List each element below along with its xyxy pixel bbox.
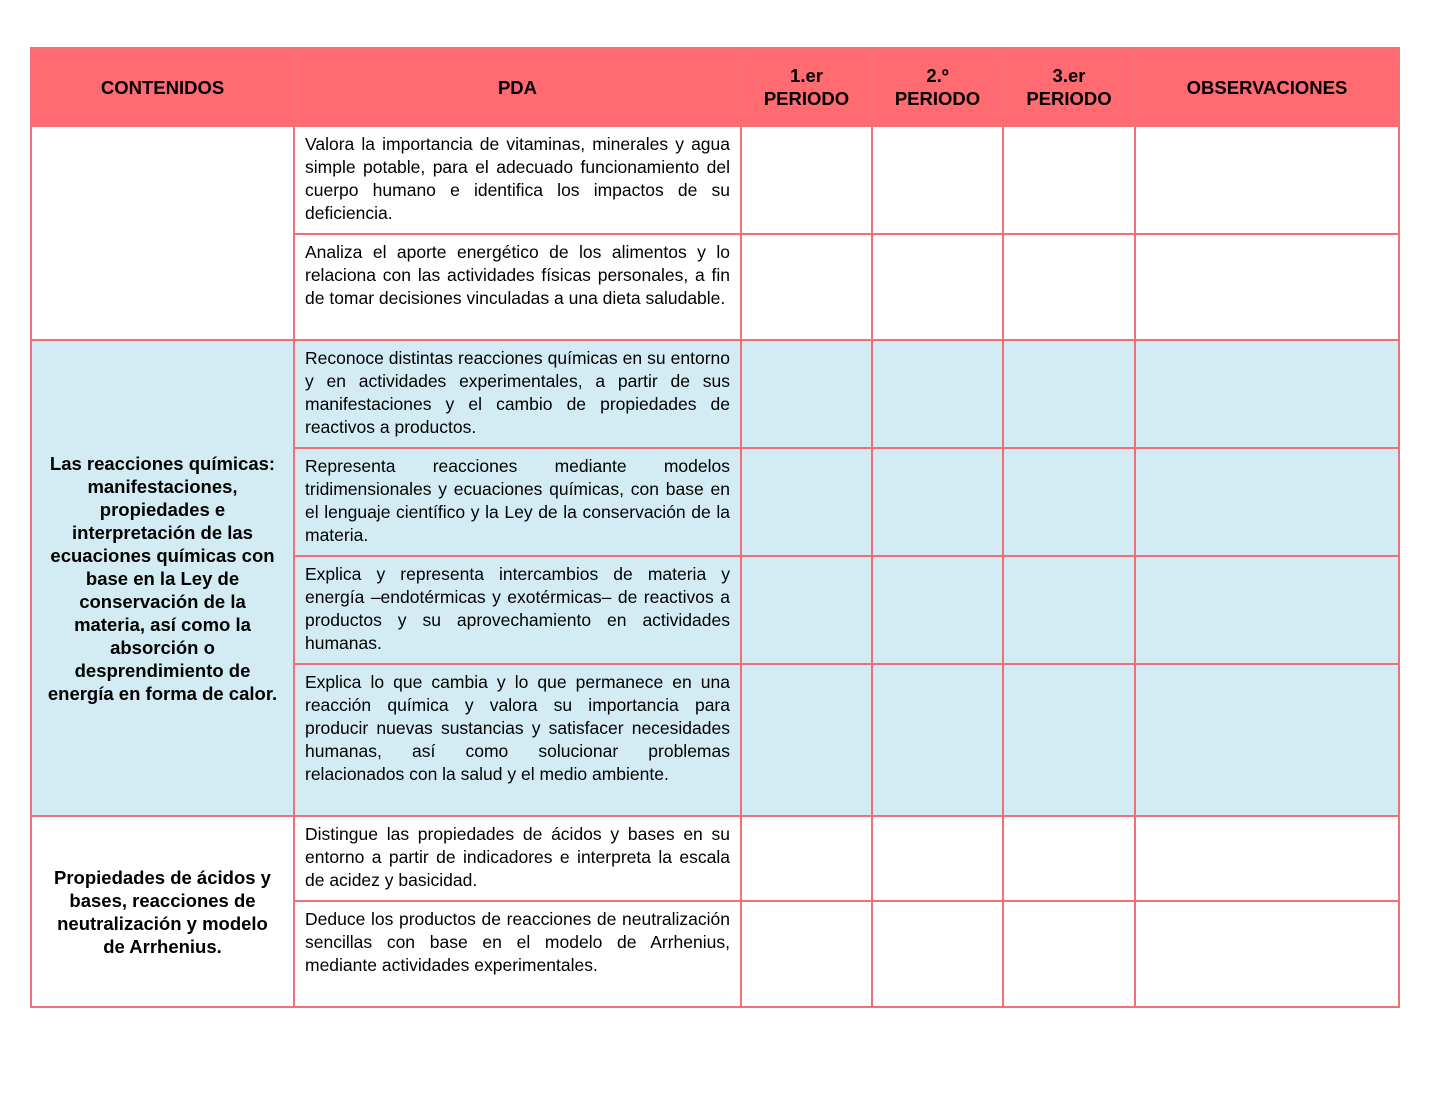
observaciones-cell[interactable]	[1135, 556, 1399, 664]
period-2-cell[interactable]	[872, 340, 1003, 448]
header-observaciones: OBSERVACIONES	[1135, 48, 1399, 126]
period-1-cell[interactable]	[741, 901, 872, 1007]
period-2-cell[interactable]	[872, 901, 1003, 1007]
header-period-2-number: 2.º	[926, 65, 949, 86]
header-pda: PDA	[294, 48, 741, 126]
period-2-cell[interactable]	[872, 234, 1003, 340]
pda-cell: Valora la importancia de vitaminas, minerales y agua simple potable, para el adecuado funcionamiento del cuerpo humano e identifica los impactos de su deficiencia.	[294, 126, 741, 234]
observaciones-cell[interactable]	[1135, 448, 1399, 556]
observaciones-cell[interactable]	[1135, 126, 1399, 234]
period-1-cell[interactable]	[741, 234, 872, 340]
period-1-cell[interactable]	[741, 816, 872, 901]
period-2-cell[interactable]	[872, 448, 1003, 556]
period-1-cell[interactable]	[741, 556, 872, 664]
pda-cell: Reconoce distintas reacciones químicas en su entorno y en actividades experimentales, a partir de sus manifestaciones y el cambio de propiedades de reactivos a productos.	[294, 340, 741, 448]
contenido-cell: Propiedades de ácidos y bases, reacciones de neutralización y modelo de Arrhenius.	[31, 816, 294, 1007]
table-row	[31, 126, 1399, 234]
period-3-cell[interactable]	[1003, 901, 1135, 1007]
table-row	[31, 816, 1399, 901]
period-3-cell[interactable]	[1003, 556, 1135, 664]
table-row	[31, 340, 1399, 448]
period-1-cell[interactable]	[741, 448, 872, 556]
header-period-1-number: 1.er	[790, 65, 823, 86]
header-period-2	[872, 48, 1003, 126]
observaciones-cell[interactable]	[1135, 901, 1399, 1007]
period-3-cell[interactable]	[1003, 340, 1135, 448]
pda-cell: Deduce los productos de reacciones de neutralización sencillas con base en el modelo de Arrhenius, mediante actividades experimentales.	[294, 901, 741, 1007]
header-period-1	[741, 48, 872, 126]
period-2-cell[interactable]	[872, 816, 1003, 901]
header-period-2-label: PERIODO	[894, 88, 981, 109]
period-3-cell[interactable]	[1003, 448, 1135, 556]
pda-cell: Explica y representa intercambios de materia y energía –endotérmicas y exotérmicas– de reactivos a productos y su aprovechamiento en actividades humanas.	[294, 556, 741, 664]
header-contenidos: CONTENIDOS	[31, 48, 294, 126]
observaciones-cell[interactable]	[1135, 340, 1399, 448]
period-3-cell[interactable]	[1003, 126, 1135, 234]
evaluation-table	[30, 47, 1400, 1008]
observaciones-cell[interactable]	[1135, 816, 1399, 901]
table-body	[31, 126, 1399, 1007]
contenido-cell	[31, 126, 294, 340]
period-3-cell[interactable]	[1003, 816, 1135, 901]
header-period-3-number: 3.er	[1052, 65, 1086, 86]
table-header	[31, 48, 1399, 126]
pda-cell: Analiza el aporte energético de los alimentos y lo relaciona con las actividades físicas personales, a fin de tomar decisiones vinculadas a una dieta saludable.	[294, 234, 741, 340]
period-3-cell[interactable]	[1003, 664, 1135, 816]
period-1-cell[interactable]	[741, 126, 872, 234]
observaciones-cell[interactable]	[1135, 234, 1399, 340]
contenido-cell: Las reacciones químicas: manifestaciones, propiedades e interpretación de las ecuaciones químicas con base en la Ley de conservación de la materia, así como la absorción o desprendimiento de energía en forma de calor.	[31, 340, 294, 816]
pda-cell: Explica lo que cambia y lo que permanece en una reacción química y valora su importancia para producir nuevas sustancias y satisfacer necesidades humanas, así como solucionar problemas relacionados con la salud y el medio ambiente.	[294, 664, 741, 816]
header-period-3-label: PERIODO	[1026, 88, 1112, 109]
period-2-cell[interactable]	[872, 664, 1003, 816]
period-2-cell[interactable]	[872, 556, 1003, 664]
period-1-cell[interactable]	[741, 664, 872, 816]
header-period-3	[1003, 48, 1135, 126]
pda-cell: Distingue las propiedades de ácidos y bases en su entorno a partir de indicadores e interpreta la escala de acidez y basicidad.	[294, 816, 741, 901]
header-period-1-label: PERIODO	[763, 88, 850, 109]
period-1-cell[interactable]	[741, 340, 872, 448]
pda-cell: Representa reacciones mediante modelos tridimensionales y ecuaciones químicas, con base en el lenguaje científico y la Ley de la conservación de la materia.	[294, 448, 741, 556]
observaciones-cell[interactable]	[1135, 664, 1399, 816]
period-2-cell[interactable]	[872, 126, 1003, 234]
header-row	[31, 48, 1399, 126]
period-3-cell[interactable]	[1003, 234, 1135, 340]
